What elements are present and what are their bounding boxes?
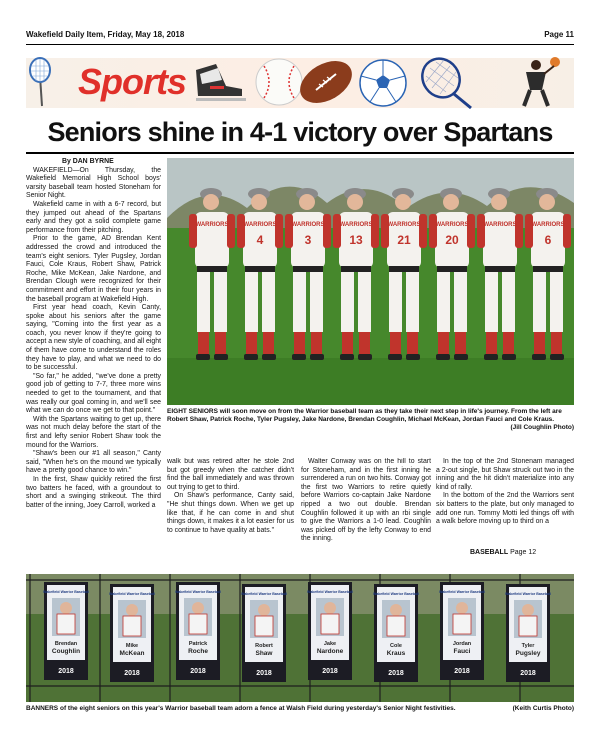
baseball-icon: [256, 59, 302, 105]
section-title: Sports: [78, 61, 187, 102]
banners-caption: [26, 705, 574, 712]
banner-first-name: Jordan: [452, 641, 472, 647]
soccer-ball-icon: [360, 60, 406, 106]
jersey-text: WARRIORS: [387, 222, 421, 228]
tennis-racket-icon: [415, 56, 471, 108]
paragraph: On Shaw's performance, Canty said, "He shut things down. When we get up like that, if he can come in and shut things down, it makes it a lot easier for us to continue to have quality at bats.": [167, 492, 294, 534]
paragraph: "So far," he added, "we've done a pretty good job of getting to 7-7, three more wins needed to get to the tournament, and that was really our goal coming in, and we'll see what we can do once we get to that point.": [26, 372, 161, 415]
banner-first-name: Patrick: [188, 641, 208, 647]
paragraph: Walter Conway was on the hill to start for Stoneham, and in the first inning he surrendered a run on two hits. Conway got the first two Warriors to retire quietly before Warriors co-captain Jake Nardone ripped a two out double. Brendan Coughlin followed it up with an rbi single to give the Warriors a 1-0 lead. Coughlin was picked off by the lefty Conway to end the inning.: [301, 458, 431, 543]
basketball-player-icon: [524, 57, 560, 106]
team-photo-art: [167, 158, 574, 405]
article-column-4: [436, 458, 574, 548]
player-banner: [373, 584, 419, 682]
player-banner: [307, 582, 353, 680]
headline-rule: [26, 152, 574, 154]
banner-last-name: McKean: [119, 650, 145, 657]
team-photo: [167, 158, 574, 405]
continued-page: Page 12: [510, 549, 537, 556]
jersey-text: WARRIORS: [339, 222, 373, 228]
player-banner: [175, 582, 221, 680]
article-column-2: [167, 458, 294, 548]
paragraph: In the first, Shaw quickly retired the first two batters he faced, with a groundout to short and a swinging strikeout. The third batter of the inning, Joey Carroll, worked a: [26, 475, 161, 509]
banner-last-name: Fauci: [453, 648, 471, 655]
banner-first-name: Brendan: [54, 641, 78, 647]
paragraph: With the Spartans waiting to get up, there was not much delay before the start of the first and lefty senior Robert Shaw took the mound for the Warriors.: [26, 415, 161, 449]
banner-header: Wakefield Warrior Baseball: [240, 592, 288, 596]
jersey-text: WARRIORS: [243, 222, 277, 228]
paragraph: In the bottom of the 2nd the Warriors sent six batters to the plate, but only managed to add one run. Tommy Motti led things off with a walk before moving up to third on a: [436, 492, 574, 526]
caption-lead: BANNERS: [26, 705, 59, 712]
player-banner: [505, 584, 551, 682]
player-banner: [43, 582, 89, 680]
banner-header: Wakefield Warrior Baseball: [438, 590, 486, 594]
banner-header: Wakefield Warrior Baseball: [504, 592, 552, 596]
continued-jump[interactable]: [470, 549, 536, 556]
byline: By DAN BYRNE: [62, 158, 114, 165]
paragraph: Prior to the game, AD Brendan Kent addressed the crowd and introduced the team's eight seniors. Tyler Pugsley, Jordan Fauci, Cole Kraus, Robert Shaw, Patrick Roche, Mike McKean, Jake Nardone, and Brendan Clough were recognized for their commitment and effort in their four years in the baseball program at Wakefield High.: [26, 235, 161, 303]
caption-lead: EIGHT SENIORS: [167, 408, 218, 415]
banner-last-name: Coughlin: [51, 648, 81, 655]
banner-last-name: Kraus: [386, 650, 406, 657]
caption-text: will soon move on from the Warrior baseball team as they take their next step in life's journey. From the left are Robert Shaw, Patrick Roche, Tyler Pugsley, Jake Nardone, Brendan Coughlin, Michael McKean, Jordan Fauci and Cole Kraus.: [167, 408, 562, 423]
banner-year: 2018: [520, 670, 536, 677]
banner-header: Wakefield Warrior Baseball: [42, 590, 90, 594]
banner-year: 2018: [256, 670, 272, 677]
continued-label: BASEBALL: [470, 549, 509, 556]
banner-header: Wakefield Warrior Baseball: [372, 592, 420, 596]
page-header: [26, 30, 574, 44]
banners-photo-art: [26, 574, 574, 702]
banner-header: Wakefield Warrior Baseball: [108, 592, 156, 596]
banners-photo: [26, 574, 574, 702]
jersey-number: 6: [544, 233, 552, 247]
banner-year: 2018: [58, 668, 74, 675]
banner-last-name: Nardone: [316, 648, 344, 655]
jersey-number: 4: [256, 233, 264, 247]
paragraph: walk but was retired after he stole 2nd but got greedy when the catcher didn't find the ball immediately and was thrown out trying to get to third.: [167, 458, 294, 491]
football-icon: [293, 56, 359, 110]
headline: Seniors shine in 4-1 victory over Spartans: [47, 117, 553, 147]
paragraph: Wakefield came in with a 6-7 record, but they jumped out ahead of the Spartans early and they got a solid complete game performance from their pitching.: [26, 200, 161, 234]
banner-year: 2018: [190, 668, 206, 675]
article-column-1: [26, 158, 161, 580]
caption-text: of the eight seniors on this year's Warrior baseball team adorn a fence at Walsh Field during yesterday's Senior Night festivities.: [59, 705, 456, 712]
banner-last-name: Pugsley: [515, 650, 541, 657]
jersey-number: 3: [304, 233, 312, 247]
banner-last-name: Shaw: [255, 650, 273, 657]
player-banner: [109, 584, 155, 682]
hockey-skate-icon: [196, 64, 246, 101]
player-banner: [241, 584, 287, 682]
article-column-3: [301, 458, 431, 548]
photo-credit: (Jill Coughlin Photo): [510, 424, 574, 431]
banner-header: Wakefield Warrior Baseball: [174, 590, 222, 594]
banner-first-name: Jake: [323, 641, 337, 647]
paragraph: "Shaw's been our #1 all season," Canty said, "When he's on the mound we typically have a pretty good chance to win.": [26, 450, 161, 475]
player-banner: [439, 582, 485, 680]
paper-date: Wakefield Daily Item, Friday, May 18, 2018: [26, 30, 185, 39]
banner-first-name: Robert: [255, 643, 273, 649]
jersey-text: WARRIORS: [291, 222, 325, 228]
banner-year: 2018: [388, 670, 404, 677]
banner-year: 2018: [124, 670, 140, 677]
banner-header: Wakefield Warrior Baseball: [306, 590, 354, 594]
jersey-number: 20: [445, 233, 459, 247]
banner-year: 2018: [454, 668, 470, 675]
jersey-number: 21: [397, 233, 411, 247]
header-rule: [26, 44, 574, 45]
banner-last-name: Roche: [188, 648, 208, 655]
photo-caption: [167, 408, 574, 432]
photo-credit: (Keith Curtis Photo): [512, 705, 574, 712]
jersey-text: WARRIORS: [435, 222, 469, 228]
paragraph: In the top of the 2nd Stonenam managed a 2-out single, but Shaw struck out two in the inning and the hit didn't materialize into any kind of rally.: [436, 458, 574, 491]
jersey-text: WARRIORS: [483, 222, 517, 228]
jersey-text: WARRIORS: [195, 222, 229, 228]
banner-first-name: Tyler: [521, 643, 535, 649]
jersey-number: 13: [349, 233, 363, 247]
banner-year: 2018: [322, 668, 338, 675]
banner-first-name: Cole: [390, 643, 402, 649]
paragraph: WAKEFIELD—On Thursday, the Wakefield Memorial High School boys' varsity baseball team hosted Stoneham for Senior Night.: [26, 166, 161, 200]
lacrosse-stick-icon: [30, 58, 50, 106]
page-number: Page 11: [544, 30, 574, 39]
paragraph: First year head coach, Kevin Canty, spoke about his seniors after the game saying, "Coming into the first year as a coach, you never know if they're going to accept a new style of coaching, and all eight of them have come to understand the roles they have to play, and what we need to do to be successful.: [26, 304, 161, 372]
banner-first-name: Mike: [125, 643, 139, 649]
jersey-text: WARRIORS: [531, 222, 565, 228]
